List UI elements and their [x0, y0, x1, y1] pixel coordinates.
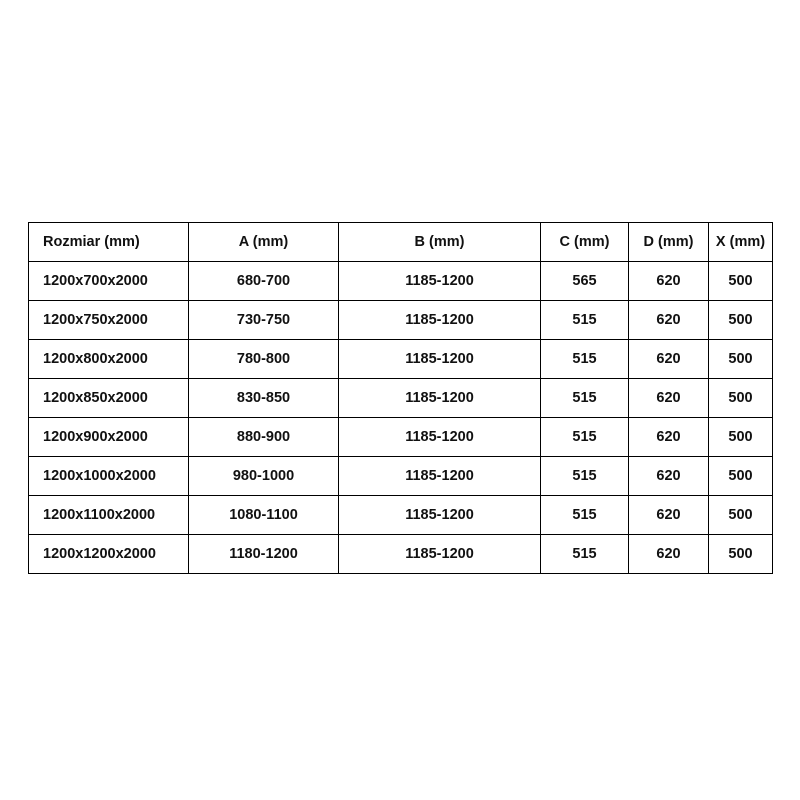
cell-a: 730-750	[189, 301, 339, 340]
cell-b: 1185-1200	[339, 340, 541, 379]
cell-c: 515	[541, 496, 629, 535]
size-table-container	[28, 222, 772, 574]
table-header-row	[29, 223, 773, 262]
table-row	[29, 535, 773, 574]
cell-a: 780-800	[189, 340, 339, 379]
cell-x: 500	[709, 418, 773, 457]
cell-d: 620	[629, 379, 709, 418]
cell-a: 980-1000	[189, 457, 339, 496]
cell-size: 1200x700x2000	[29, 262, 189, 301]
cell-x: 500	[709, 379, 773, 418]
column-header-b: B (mm)	[339, 223, 541, 262]
cell-a: 1080-1100	[189, 496, 339, 535]
cell-c: 515	[541, 301, 629, 340]
cell-size: 1200x750x2000	[29, 301, 189, 340]
cell-c: 565	[541, 262, 629, 301]
cell-c: 515	[541, 535, 629, 574]
cell-size: 1200x900x2000	[29, 418, 189, 457]
cell-x: 500	[709, 535, 773, 574]
cell-a: 1180-1200	[189, 535, 339, 574]
cell-a: 680-700	[189, 262, 339, 301]
cell-size: 1200x800x2000	[29, 340, 189, 379]
table-body	[29, 262, 773, 574]
table-row	[29, 340, 773, 379]
table-header	[29, 223, 773, 262]
cell-c: 515	[541, 379, 629, 418]
table-row	[29, 379, 773, 418]
column-header-c: C (mm)	[541, 223, 629, 262]
cell-d: 620	[629, 535, 709, 574]
cell-b: 1185-1200	[339, 262, 541, 301]
cell-d: 620	[629, 301, 709, 340]
column-header-d: D (mm)	[629, 223, 709, 262]
table-row	[29, 457, 773, 496]
cell-d: 620	[629, 262, 709, 301]
cell-d: 620	[629, 418, 709, 457]
cell-size: 1200x1000x2000	[29, 457, 189, 496]
cell-a: 830-850	[189, 379, 339, 418]
cell-b: 1185-1200	[339, 301, 541, 340]
cell-b: 1185-1200	[339, 535, 541, 574]
table-row	[29, 262, 773, 301]
cell-x: 500	[709, 301, 773, 340]
cell-c: 515	[541, 340, 629, 379]
table-row	[29, 301, 773, 340]
column-header-x: X (mm)	[709, 223, 773, 262]
cell-d: 620	[629, 340, 709, 379]
cell-size: 1200x1100x2000	[29, 496, 189, 535]
cell-b: 1185-1200	[339, 457, 541, 496]
column-header-a: A (mm)	[189, 223, 339, 262]
cell-d: 620	[629, 496, 709, 535]
cell-x: 500	[709, 457, 773, 496]
cell-x: 500	[709, 340, 773, 379]
cell-b: 1185-1200	[339, 379, 541, 418]
column-header-rozmiar: Rozmiar (mm)	[29, 223, 189, 262]
cell-x: 500	[709, 262, 773, 301]
cell-x: 500	[709, 496, 773, 535]
cell-a: 880-900	[189, 418, 339, 457]
cell-d: 620	[629, 457, 709, 496]
cell-c: 515	[541, 418, 629, 457]
cell-b: 1185-1200	[339, 418, 541, 457]
cell-b: 1185-1200	[339, 496, 541, 535]
size-table	[28, 222, 773, 574]
table-row	[29, 418, 773, 457]
cell-c: 515	[541, 457, 629, 496]
cell-size: 1200x850x2000	[29, 379, 189, 418]
cell-size: 1200x1200x2000	[29, 535, 189, 574]
table-row	[29, 496, 773, 535]
